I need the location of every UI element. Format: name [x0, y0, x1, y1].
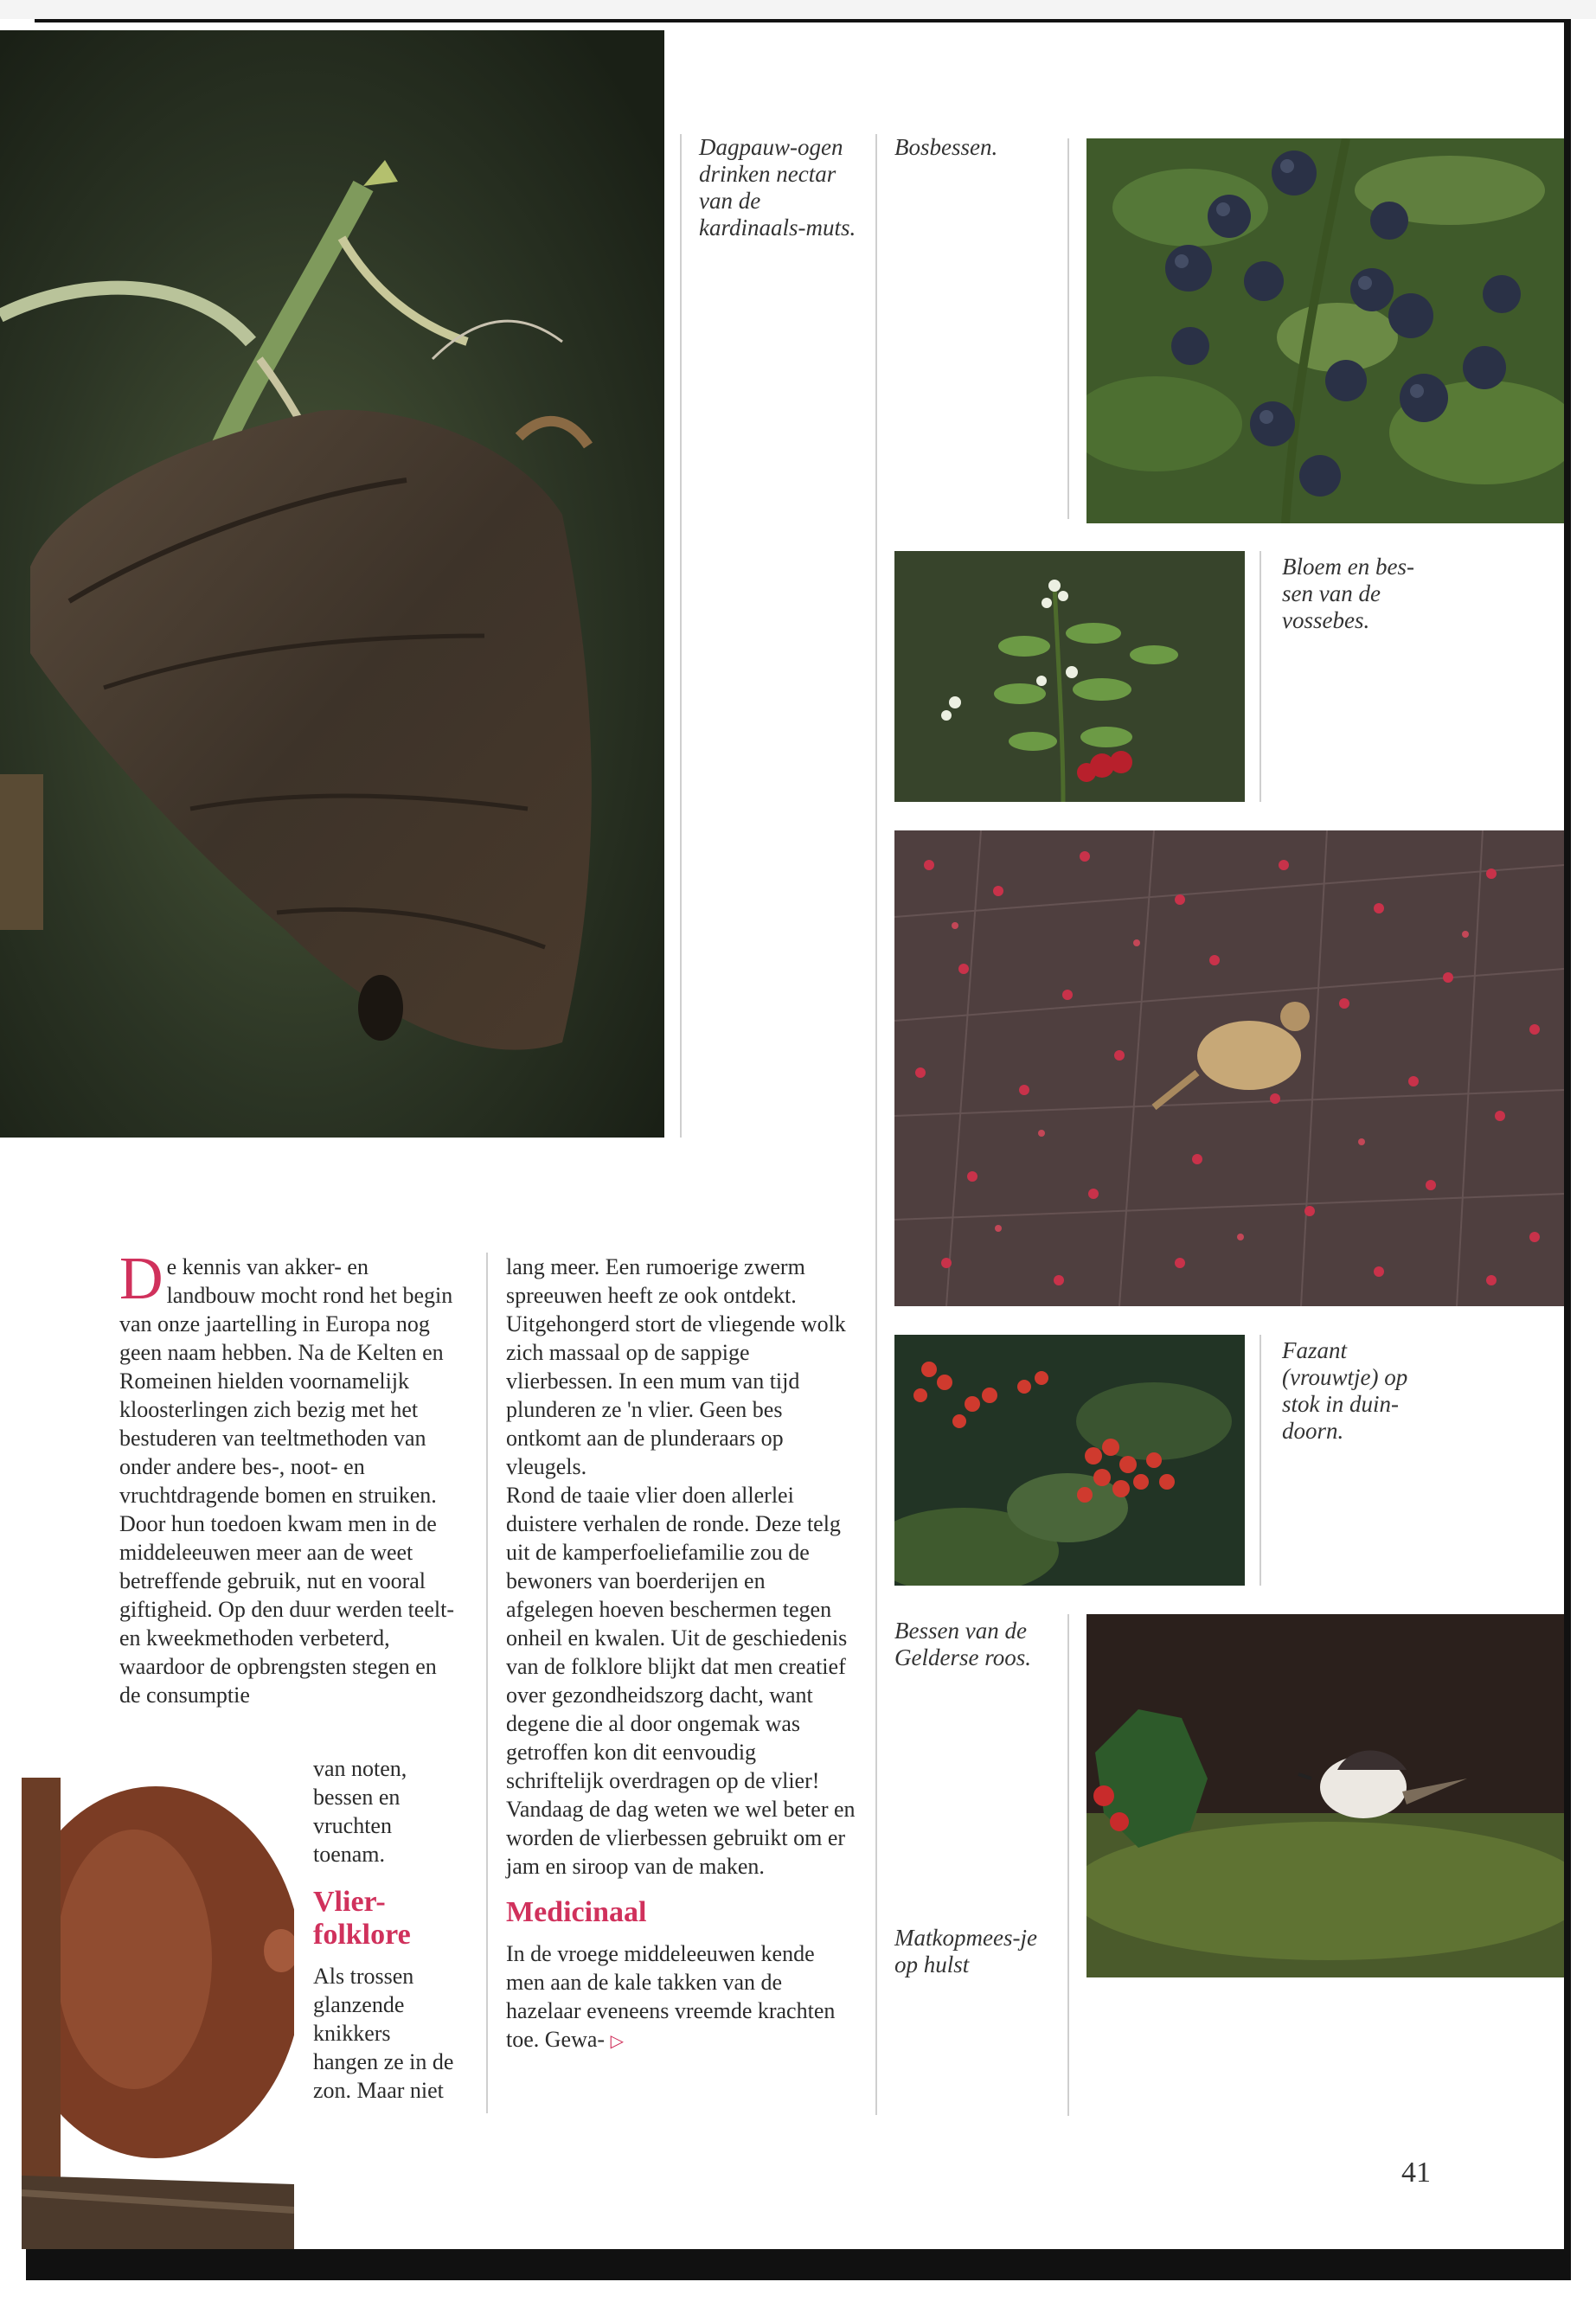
caption-rule-4: [1259, 551, 1261, 802]
article-intro-end: van noten, bessen en vruchten toenam.: [313, 1756, 407, 1867]
butterfly-photo: [0, 30, 664, 1138]
caption-gelderse-roos: Bessen van de Gelderse roos.: [894, 1618, 1031, 1670]
page-number: 41: [1401, 2157, 1431, 2189]
article-intro-paragraph: [119, 1246, 461, 1709]
article-intro-text: e kennis van akker- en landbouw mocht rond het begin van onze jaartelling in Europa nog geen naam hebben. Na de Kelten en Romeinen hielden voornamelijk kloosterlingen zich bezig met het bestuderen van teeltmethoden van onder andere bes-, noot- en vruchtdragende bomen en struiken. Door hun toedoen kwam men in de middeleeuwen meer aan de weet betreffende gebruik, nut en vooral giftigheid. Op den duur werden teelt- en kweekmethoden verbeterd, waardoor de opbrengsten stegen en de consumptie: [119, 1254, 454, 1708]
vossebes-photo: [894, 551, 1245, 802]
continue-arrow-icon: ▷: [610, 2032, 624, 2051]
article-medicinaal-paragraph: [506, 1939, 856, 2056]
matkopmees-photo: [1086, 1614, 1564, 1977]
article-vlier-paragraph: Als trossen glanzende knikkers hangen ze in de zon. Maar niet: [313, 1964, 454, 2103]
caption-rule-2: [875, 134, 877, 2115]
caption-rule-3: [1067, 138, 1069, 519]
scan-margin-top: [0, 0, 1596, 19]
article-medicinaal-text: In de vroege middeleeuwen kende men aan de kale takken van de hazelaar eveneens vreemde krachten toe. Gewa-: [506, 1941, 836, 2052]
caption-fazant: Fazant (vrouwtje) op stok in duin-doorn.: [1282, 1337, 1408, 1444]
article-column-2: [506, 1253, 856, 2056]
article-column-1-indent: [313, 1754, 460, 2105]
caption-rule-5: [1259, 1335, 1261, 1586]
page-border-right: [1564, 19, 1571, 2255]
caption-matkop: Matkopmees-je op hulst: [894, 1925, 1037, 1977]
drop-cap: D: [119, 1246, 163, 1312]
heading-vlier-folklore: Vlier-folklore: [313, 1886, 411, 1951]
article-column-1: [119, 1246, 461, 1709]
page-border-bottom: [26, 2249, 1571, 2280]
article-taaie-vlier-paragraph: Rond de taaie vlier doen allerlei duistere verhalen de ronde. Deze telg uit de kamperfoeliefamilie zou de bewoners van boerderijen en afgelegen hoeven beschermen tegen onheil en kwalen. Uit de geschiedenis van de folklore blijkt dat men creatief over gezondheidszorg dacht, want degene die al door ongemak was getroffen kon dit eenvoudig schriftelijk overdragen op de vlier! Vandaag de dag weten we wel beter en worden de vlierbessen gebruikt om er jam en siroop van de maken.: [506, 1483, 856, 1879]
caption-butterfly: Dagpauw-ogen drinken nectar van de kardinaals-muts.: [699, 134, 856, 240]
gelderse-roos-photo: [894, 1335, 1245, 1586]
caption-rule-1: [680, 134, 682, 1138]
article-spreeuwen-paragraph: lang meer. Een rumoerige zwerm spreeuwen heeft ze ook ontdekt. Uitgehongerd stort de vliegende wolk zich massaal op de sappige vlierbessen. In een mum van tijd plunderen ze 'n vlier. Geen bes ontkomt aan de plunderaars op vleugels.: [506, 1254, 846, 1479]
column-rule: [486, 1253, 488, 2113]
heading-medicinaal: Medicinaal: [506, 1896, 647, 1928]
page-border-top: [35, 19, 1571, 22]
caption-rule-6: [1067, 1614, 1069, 2116]
caption-vossebes: Bloem en bes-sen van de vossebes.: [1282, 554, 1414, 633]
fazant-photo: [894, 830, 1564, 1306]
caption-bosbessen: Bosbessen.: [894, 134, 998, 160]
acorn-photo: [22, 1778, 294, 2249]
bosbessen-photo: [1086, 138, 1564, 523]
